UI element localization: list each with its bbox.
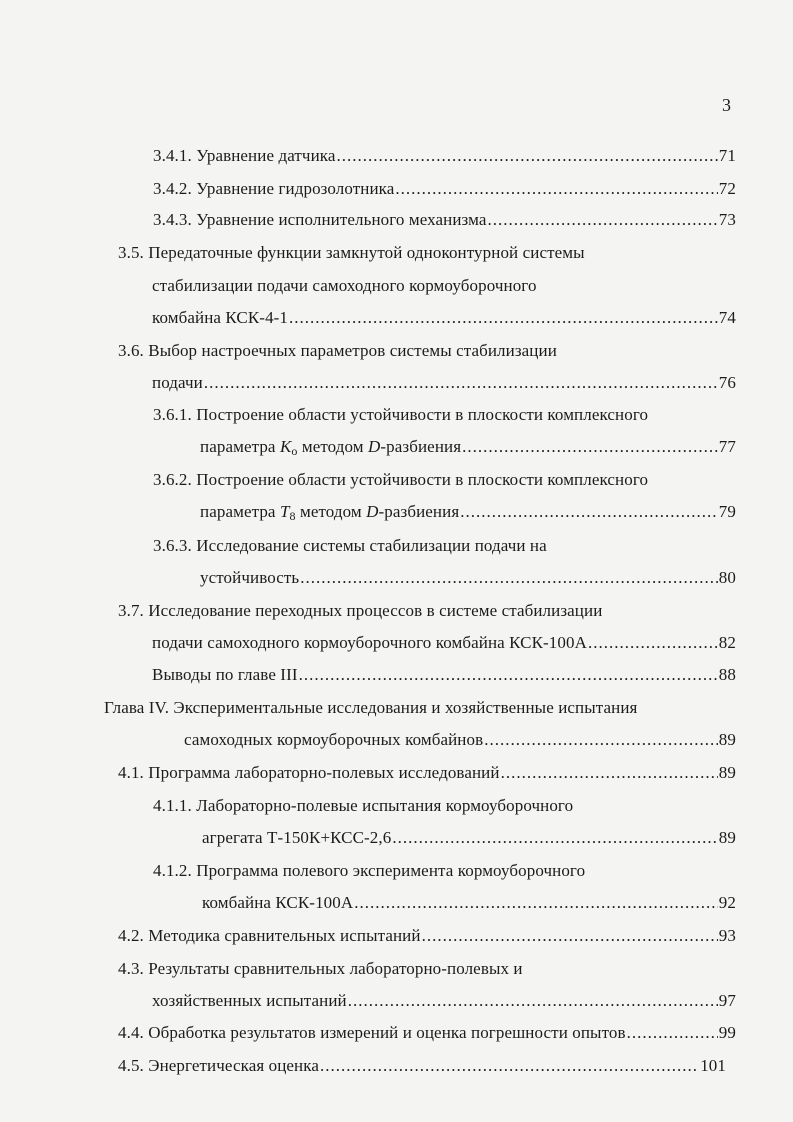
toc-entry-4-1-1-line1: 4.1.1. Лабораторно-полевые испытания кормоуборочного bbox=[153, 796, 574, 815]
toc-entry-page: 89 bbox=[718, 763, 736, 782]
toc-entry-text: агрегата Т-150К+КСС-2,6 bbox=[202, 828, 392, 847]
toc-entry-page: 99 bbox=[718, 1023, 736, 1042]
toc-entry-page: 74 bbox=[718, 308, 736, 327]
toc-entry-3-7 bbox=[152, 632, 736, 654]
toc-entry-4-3 bbox=[152, 990, 736, 1012]
toc-chapter-4-line1: Глава IV. Экспериментальные исследования и хозяйственные испытания bbox=[104, 698, 638, 717]
toc-entry-text: 4.4. Обработка результатов измерений и оценка погрешности опытов bbox=[118, 1023, 626, 1042]
toc-entry-text: 3.4.3. Уравнение исполнительного механизма bbox=[153, 210, 487, 229]
toc-entry-text: комбайна КСК-100А bbox=[202, 893, 354, 912]
toc-entry-page: 101 bbox=[700, 1056, 726, 1075]
toc-entry-text: 4.2. Методика сравнительных испытаний bbox=[118, 926, 421, 945]
toc-entry-3-6-1 bbox=[200, 436, 736, 458]
toc-entry-4-1-2 bbox=[202, 892, 736, 914]
toc-entry-3-4-1 bbox=[153, 145, 736, 167]
toc-entry-3-6-3 bbox=[200, 567, 736, 589]
toc-chapter-4 bbox=[184, 729, 736, 751]
toc-entry-text: 4.5. Энергетическая оценка bbox=[118, 1056, 320, 1075]
page-number: 3 bbox=[722, 95, 731, 115]
toc-entry-3-6-3-line1: 3.6.3. Исследование системы стабилизации подачи на bbox=[153, 536, 547, 555]
toc-entry-3-6-2-line1: 3.6.2. Построение области устойчивости в плоскости комплексного bbox=[153, 470, 649, 489]
toc-entry-3-7-line1: 3.7. Исследование переходных процессов в системе стабилизации bbox=[118, 601, 603, 620]
toc-entry-text: параметра $K_o$ методом D-разбиения bbox=[200, 437, 462, 458]
toc-entry-3-6-line1: 3.6. Выбор настроечных параметров системы стабилизации bbox=[118, 341, 557, 360]
toc-entry-page: 82 bbox=[718, 633, 736, 652]
toc-entry-page: 76 bbox=[718, 373, 736, 392]
toc-entry-conclusions-3 bbox=[152, 664, 736, 686]
toc-entry-page: 93 bbox=[718, 926, 736, 945]
toc-entry-page: 79 bbox=[718, 502, 736, 521]
toc-entry-page: 92 bbox=[718, 893, 736, 912]
toc-entry-page: 77 bbox=[718, 437, 736, 456]
toc-entry-4-3-line1: 4.3. Результаты сравнительных лабораторно-полевых и bbox=[118, 959, 523, 978]
toc-entry-text: самоходных кормоуборочных комбайнов bbox=[184, 730, 484, 749]
toc-entry-4-1-2-line1: 4.1.2. Программа полевого эксперимента кормоуборочного bbox=[153, 861, 586, 880]
toc-entry-text: 3.4.1. Уравнение датчика bbox=[153, 146, 336, 165]
toc-entry-page: 89 bbox=[718, 828, 736, 847]
toc-entry-4-1 bbox=[118, 762, 736, 784]
toc-entry-3-4-3 bbox=[153, 209, 736, 231]
toc-entry-page: 80 bbox=[718, 568, 736, 587]
toc-entry-page: 89 bbox=[718, 730, 736, 749]
toc-entry-text: подачи самоходного кормоуборочного комбайна КСК-100А bbox=[152, 633, 587, 652]
toc-entry-3-5-line1: 3.5. Передаточные функции замкнутой одноконтурной системы bbox=[118, 243, 585, 262]
toc-entry-page: 88 bbox=[718, 665, 736, 684]
toc-entry-text: подачи bbox=[152, 373, 203, 392]
toc-entry-page: 97 bbox=[718, 991, 736, 1010]
toc-entry-text: устойчивость bbox=[200, 568, 300, 587]
toc-entry-3-5-line2: стабилизации подачи самоходного кормоуборочного bbox=[152, 276, 537, 295]
toc-entry-text: параметра $T_8$ методом D-разбиения bbox=[200, 502, 460, 523]
toc-entry-3-4-2 bbox=[153, 178, 736, 200]
toc-entry-page: 73 bbox=[718, 210, 736, 229]
toc-entry-4-4 bbox=[118, 1022, 736, 1044]
toc-entry-text: 3.4.2. Уравнение гидрозолотника bbox=[153, 179, 395, 198]
toc-entry-page: 71 bbox=[718, 146, 736, 165]
toc-entry-text: 4.1. Программа лабораторно-полевых исследований bbox=[118, 763, 500, 782]
toc-entry-page: 72 bbox=[718, 179, 736, 198]
toc-entry-text: Выводы по главе III bbox=[152, 665, 298, 684]
toc-entry-3-6-1-line1: 3.6.1. Построение области устойчивости в плоскости комплексного bbox=[153, 405, 649, 424]
toc-entry-3-6-2 bbox=[200, 501, 736, 523]
toc-entry-3-6 bbox=[152, 372, 736, 394]
toc-entry-text: комбайна КСК-4-1 bbox=[152, 308, 289, 327]
toc-entry-3-5 bbox=[152, 307, 736, 329]
toc-entry-text: хозяйственных испытаний bbox=[152, 991, 347, 1010]
toc-entry-4-5 bbox=[118, 1055, 726, 1077]
toc-entry-4-2 bbox=[118, 925, 736, 947]
toc-entry-4-1-1 bbox=[202, 827, 736, 849]
